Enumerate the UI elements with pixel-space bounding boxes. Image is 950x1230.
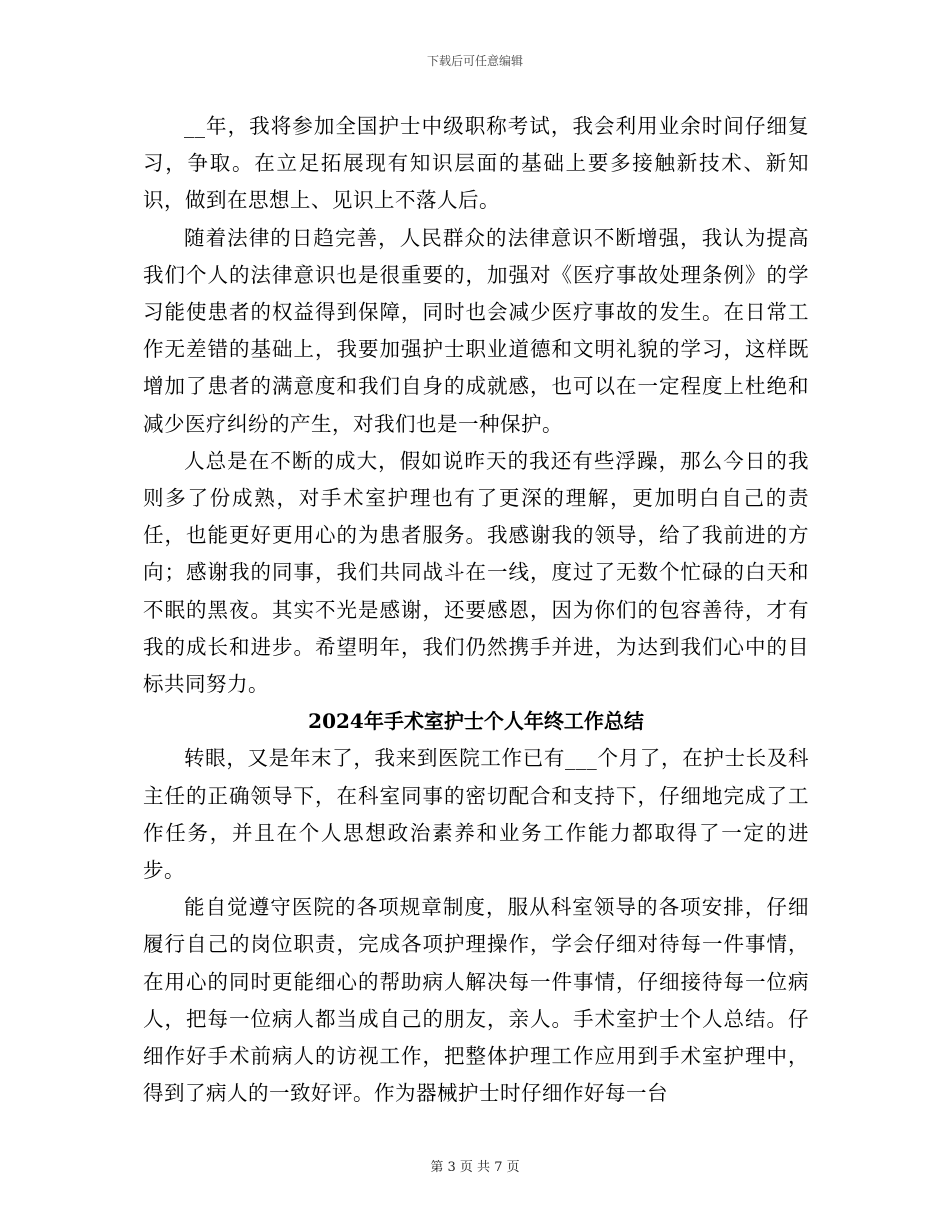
paragraph-exam-plan: __年，我将参加全国护士中级职称考试，我会利用业余时间仔细复习，争取。在立足拓展现有知识层面的基础上要多接触新技术、新知识，做到在思想上、见识上不落人后。 [143,114,809,213]
section-title: 2024年手术室护士个人年终工作总结 [308,709,644,734]
document-body [143,108,809,1112]
paragraph-gratitude: 人总是在不断的成大，假如说昨天的我还有些浮躁，那么今日的我则多了份成熟，对手术室护理也有了更深的理解，更加明白自己的责任，也能更好更用心的为患者服务。我感谢我的领导，给了我前进的方向；感谢我的同事，我们共同战斗在一线，度过了无数个忙碌的白天和不眠的黑夜。其实不光是感谢，还要感恩，因为你们的包容善待，才有我的成长和进步。希望明年，我们仍然携手并进，为达到我们心中的目标共同努力。 [143,448,809,697]
paragraph-work-duties: 能自觉遵守医院的各项规章制度，服从科室领导的各项安排，仔细履行自己的岗位职责，完成各项护理操作，学会仔细对待每一件事情，在用心的同时更能细心的帮助病人解决每一件事情，仔细接待每一位病人，把每一位病人都当成自己的朋友，亲人。手术室护士个人总结。仔细作好手术前病人的访视工作，把整体护理工作应用到手术室护理中，得到了病人的一致好评。作为器械护士时仔细作好每一台 [143,895,809,1106]
paragraph-legal-awareness: 随着法律的日趋完善，人民群众的法律意识不断增强，我认为提高我们个人的法律意识也是很重要的，加强对《医疗事故处理条例》的学习能使患者的权益得到保障，同时也会减少医疗事故的发生。在日常工作无差错的基础上，我要加强护士职业道德和文明礼貌的学习，这样既增加了患者的满意度和我们自身的成就感，也可以在一定程度上杜绝和减少医疗纠纷的产生，对我们也是一种保护。 [143,225,809,436]
page-footer-page-number: 第 3 页 共 7 页 [430,1160,520,1175]
paragraph-year-end-intro: 转眼，又是年末了，我来到医院工作已有___个月了，在护士长及科主任的正确领导下，在科室同事的密切配合和支持下，仔细地完成了工作任务，并且在个人思想政治素养和业务工作能力都取得了一定的进步。 [143,746,809,883]
page-header-note: 下载后可任意编辑 [426,54,523,68]
